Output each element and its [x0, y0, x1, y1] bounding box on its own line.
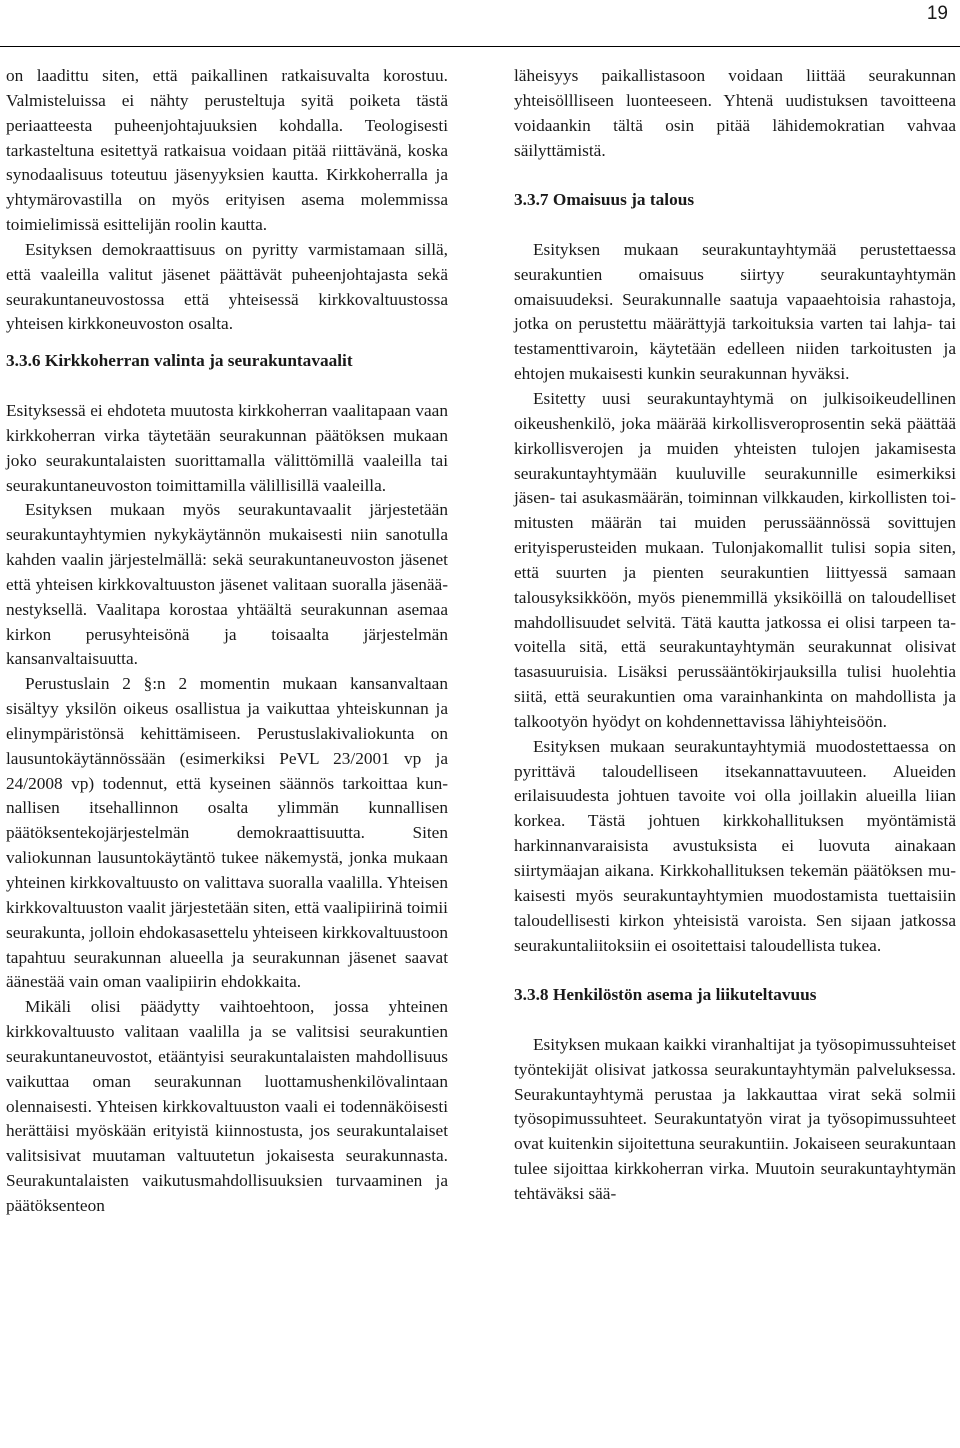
spacer [514, 163, 956, 188]
page-number: 19 [926, 3, 948, 24]
paragraph: Esityksen mukaan seurakuntayhtymiä muodostettaessa on pyrittävä taloudelliseen itsekannattavuuteen. Alueiden erilaisuudesta johtuen tavoite voi olla joillakin alueilla liian korkea. Tästä johtuen kirkkohallituksen myöntämistä harkinnanvaraisista avustuksista ei luovuta ainakaan siirtymäajan aikana. Kirkkohallituksen tekemän päätöksen mukaisesti myös seurakuntayhtymien muodostamista tuettaisiin taloudellisesti kirkon yhteisistä varoista. Sen sijaan jatkossa seurakuntaliitoksiin ei osoitettaisi taloudellista tukea. [514, 736, 956, 955]
spacer [514, 213, 956, 238]
paragraph: läheisyys paikallistasoon voidaan liittää seurakunnan yhteisöllliseen luonteeseen. Yhtenä uudistuksen tavoitteena voidaankin tältä osin pitää lähidemokratian vahvaa säilyttämistä. [514, 66, 956, 160]
paragraph: Mikäli olisi päädytty vaihtoehtoon, jossa yhteinen kirkkovaltuusto valitaan vaalilla ja se valitsisi seurakuntien seurakuntaneuvostot, etääntyisi seurakuntalaisten mahdollisuus vaikuttaa oman seurakunnan luottamushenkilövalintaan olennaisesti. Yhteisen kirkkovaltuuston vaali ei todennäköisesti herättäisi myöskään erityistä kiinnostusta, jos seurakuntalaiset valitsisivat muutaman valtuutetun jokaisesta seurakunnasta. Seurakuntalaisten vaikutusmahdollisuuksien turvaaminen ja päätöksenteon [6, 997, 448, 1215]
header-rule [0, 46, 960, 47]
paragraph: Perustuslain 2 §:n 2 momentin mukaan kansanvaltaan sisältyy yksilön oikeus osallistua ja vaikuttaa yhteiskunnan ja elinympäristönsä kehittämiseen. Perustuslakivaliokunta on lausuntokäytännössään (esimerkiksi PeVL 23/2001 vp ja 24/2008 vp) todennut, että kyseinen säännös tarkoittaa kunnallisen itsehallinnon osalta ylimmän kunnallisen päätöksentekojärjestelmän demokraattisuutta. Siten valiokunnan lausuntokäytäntö tukee näkemystä, jonka mukaan yhteinen kirkkovaltuusto on valittava suoralla vaalilla. Yhteisen kirkkovaltuuston vaalit järjestetään siten, että vaalipiirinä toimii seurakunta, jolloin ehdokasasettelu yhteiseen kirkkovaltuustoon tapahtuu seurakunnan alueella ja seurakunnan jäsenet saavat äänestää vain oman vaalipiirin ehdokkaita. [6, 674, 449, 992]
spacer [514, 1008, 956, 1033]
section-heading-3-3-6: 3.3.6 Kirkkoherran valinta ja seurakuntavaalit [6, 351, 353, 371]
paragraph: Esityksen mukaan kaikki viranhaltijat ja työsopimussuhteiset työntekijät olisivat jatkossa seurakuntayhtymän palveluksessa. Seurakuntayhtymä perustaa ja lakkauttaa virat sekä solmii työsopimussuhteet. Seurakuntatyön virat ja työsopimussuhteet ovat kuitenkin sijoitettuna seurakuntiin. Jokaiseen seurakuntaan tulee sijoittaa kirkkoherran virka. Muutoin seurakuntayhtymän tehtäväksi sää- [514, 1034, 956, 1203]
spacer [6, 337, 448, 349]
paragraph: on laadittu siten, että paikallinen ratkaisuvalta korostuu. Valmisteluissa ei nähty perusteltuja syitä poiketa tästä periaatteesta puheenjohtajuuksien kohdalla. Teologisesti tarkasteltuna esitettyä ratkaisua voidaan pitää riittävänä, koska synodaalisuus toteutuu jäsenyyksien kautta. Kirkkoherralla ja yhtymärovastilla on myös erityisen asema molemmissa toimielimissä esittelijän roolin kautta. [6, 66, 448, 235]
paragraph: Esityksen mukaan myös seurakuntavaalit järjestetään seurakuntayhtymien nykykäytännön mukaisesti niin sanotulla kahden vaalin järjestelmällä: sekä seurakuntaneuvoston jäsenet että yhteisen kirkkovaltuuston jäsenet valitaan suoralla jäsenäänestyksellä. Vaalitapa korostaa yhtäältä seurakunnan asemaa kirkon perusyhteisönä ja toisaalta järjestelmän kansanvaltaisuutta. [6, 500, 448, 669]
spacer [514, 958, 956, 983]
paragraph: Esityksessä ei ehdoteta muutosta kirkkoherran vaalitapaan vaan kirkkoherran virka täytetään seurakunnan päätöksen mukaan joko seurakuntalaisten suorittamalla välittömillä vaaleilla tai seurakuntaneuvoston toimittamilla välillisillä vaaleilla. [6, 400, 448, 495]
section-heading-3-3-8: 3.3.8 Henkilöstön asema ja liikuteltavuus [514, 985, 817, 1005]
paragraph: Esityksen mukaan seurakuntayhtymää perustettaessa seurakuntien omaisuus siirtyy seurakuntayhtymän omaisuudeksi. Seurakunnalle saatuja vapaaehtoisia rahastoja, jotka on perustettu määrättyjä tarkoituksia varten tai lahja- tai testamenttivaroin, käytetään edelleen niiden tarkoitusten ja ehtojen mukaisesti kunkin seurakunnan hyväksi. [514, 239, 956, 384]
paragraph: Esitetty uusi seurakuntayhtymä on julkisoikeudellinen oikeushenkilö, joka määrää kirkollisveroprosentin sekä päättää kirkollisverojen ja muiden yhteisten tulojen jakamisesta seurakuntayhtymään kuuluville seurakunnille esimerkiksi jäsen- tai asukasmäärän, toiminnan vilkkauden, kirkollisten toimitusten määrän tai muiden perussäännössä sovittujen erityisperusteiden mukaan. Tulonjakomallit tulisi sopia siten, että suurten ja pienten seurakuntien liittyessä samaan talousyksikköön, myös pienemmillä yksiköillä on taloudelliset mahdollisuudet selvitä. Tätä kautta jatkossa ei olisi tarpeen tavoitella sitä, että seurakuntayhtymän seurakunnat olisivat tasasuuruisia. Lisäksi perussääntökirjauksilla tulisi huolehtia siitä, että seurakuntien oma varainhankinta on mahdollista ja talkootyön hyödyt on kohdennettavissa lähiyhteisöön. [514, 388, 956, 731]
spacer [6, 374, 448, 399]
section-heading-3-3-7: 3.3.7 Omaisuus ja talous [514, 190, 695, 210]
right-column [514, 64, 956, 1207]
left-column [6, 64, 448, 1219]
paragraph: Esityksen demokraattisuus on pyritty varmistamaan sillä, että vaaleilla valitut jäsenet päättävät puheenjohtajasta sekä seurakuntaneuvostossa että yhteisessä kirkkovaltuustossa yhteisen kirkkoneuvoston osalta. [6, 239, 448, 334]
